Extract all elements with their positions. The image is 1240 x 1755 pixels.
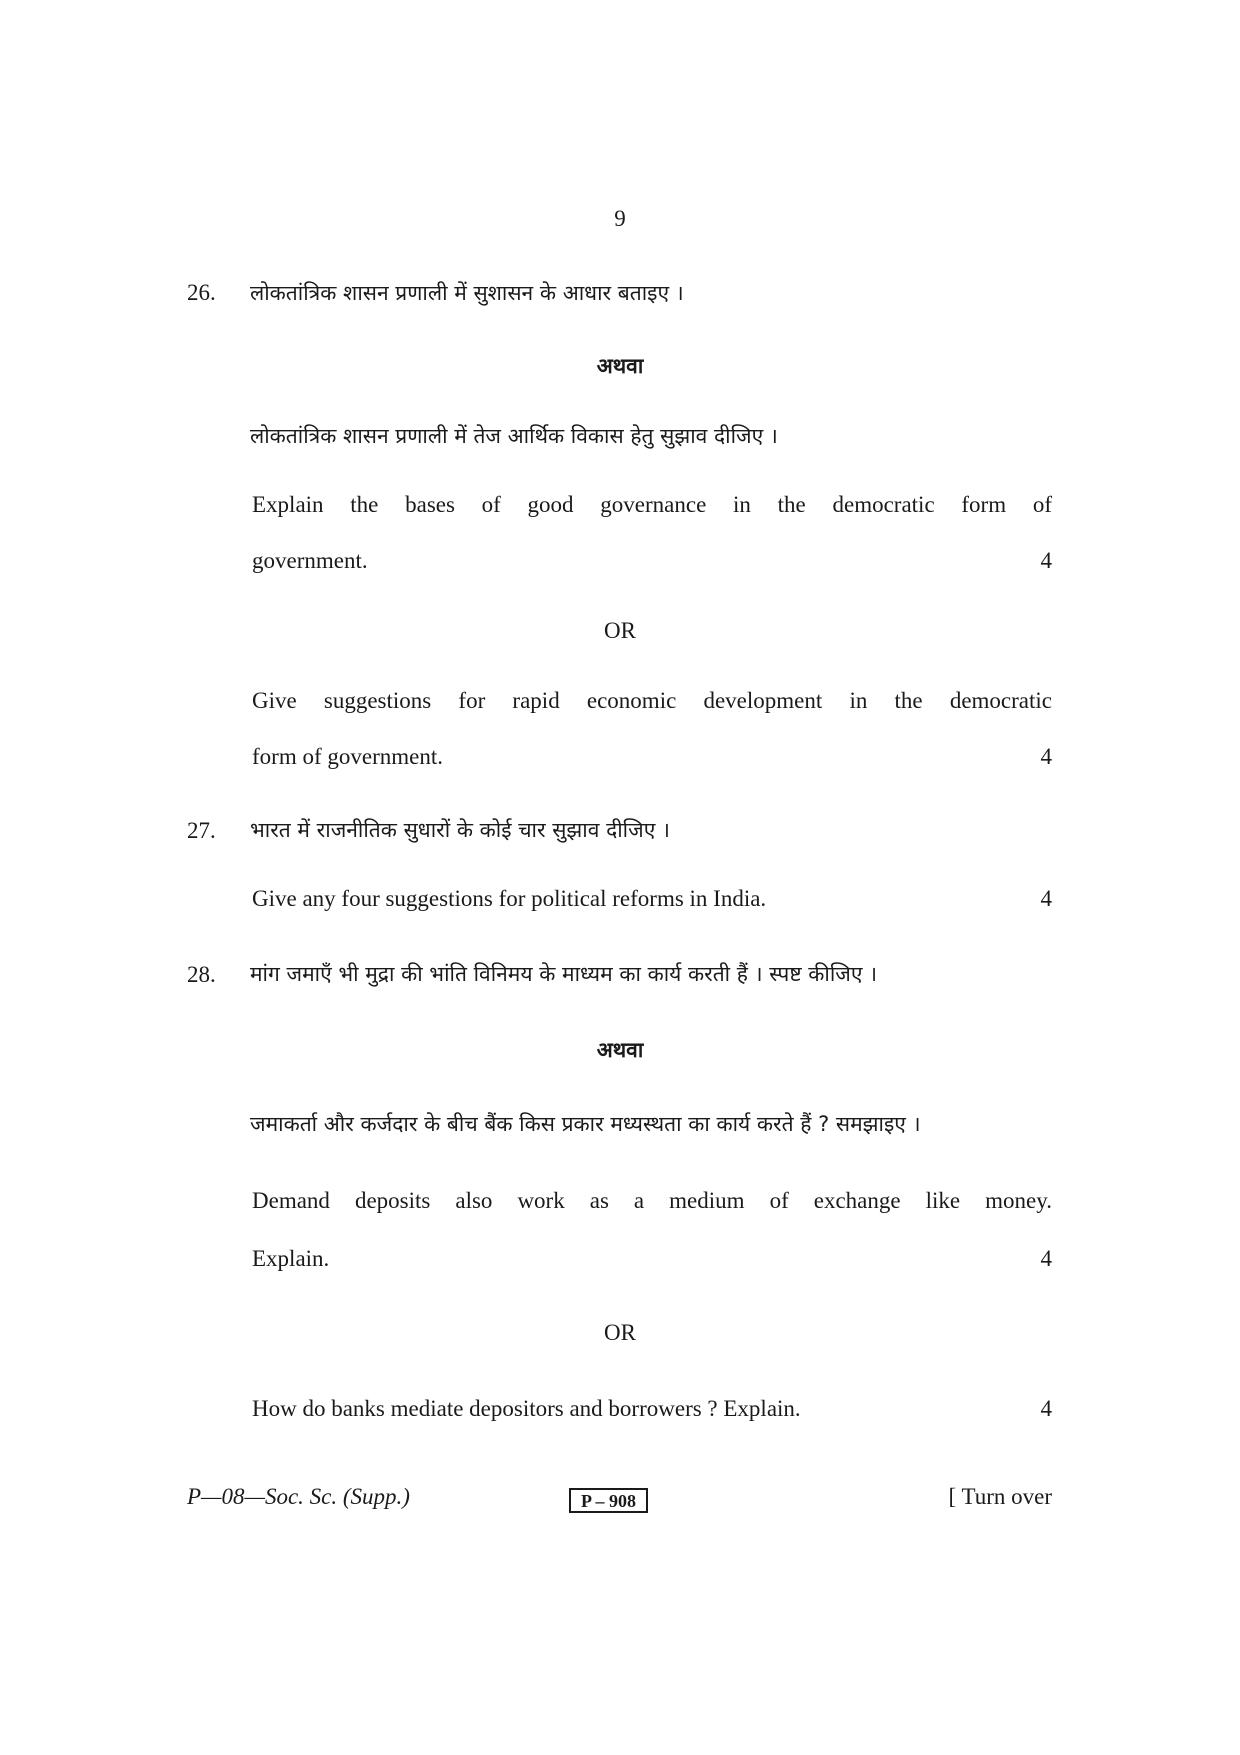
question-28-english-or: OR (604, 1320, 636, 1345)
question-26-alternative-line2: form of government. (252, 744, 443, 769)
question-26-english-or: OR (604, 618, 636, 643)
question-27-marks: 4 (1040, 886, 1052, 911)
question-26-hindi: लोकतांत्रिक शासन प्रणाली में सुशासन के आधार बताइए । (250, 281, 684, 305)
question-28-english-line1: Demand deposits also work as a medium of exchange like money. (252, 1188, 1052, 1213)
question-28-marks-1: 4 (1040, 1246, 1052, 1271)
question-28-hindi-or: अथवा (596, 1038, 644, 1062)
footer-booklet-code: P – 908 (569, 1488, 648, 1513)
footer-turn-over: [ Turn over (948, 1484, 1052, 1509)
question-26-alternative-line1: Give suggestions for rapid economic development in the democratic (252, 688, 1052, 713)
question-27-hindi: भारत में राजनीतिक सुधारों के कोई चार सुझाव दीजिए । (250, 818, 670, 842)
question-28-number: 28. (187, 962, 216, 987)
question-26-english-line1: Explain the bases of good governance in the democratic form of (252, 492, 1052, 517)
question-28-english-line2: Explain. (252, 1246, 330, 1271)
question-28-marks-2: 4 (1040, 1396, 1052, 1421)
question-27-number: 27. (187, 818, 216, 843)
question-26-marks-1: 4 (1040, 548, 1052, 573)
question-26-number: 26. (187, 280, 216, 305)
question-26-hindi-or: अथवा (596, 354, 644, 378)
question-28-hindi-alternative: जमाकर्ता और कर्जदार के बीच बैंक किस प्रकार मध्यस्थता का कार्य करते हैं ? समझाइए । (250, 1112, 921, 1136)
question-28-english-alternative: How do banks mediate depositors and borrowers ? Explain. (252, 1396, 801, 1421)
question-28-hindi: मांग जमाएँ भी मुद्रा की भांति विनिमय के माध्यम का कार्य करती हैं । स्पष्ट कीजिए । (250, 962, 878, 986)
footer-paper-code: P—08—Soc. Sc. (Supp.) (187, 1484, 410, 1509)
question-26-marks-2: 4 (1040, 744, 1052, 769)
question-27-english: Give any four suggestions for political reforms in India. (252, 886, 767, 911)
question-26-hindi-alternative: लोकतांत्रिक शासन प्रणाली में तेज आर्थिक विकास हेतु सुझाव दीजिए । (250, 424, 778, 448)
question-26-english-line2: government. (252, 548, 368, 573)
page-number: 9 (614, 206, 626, 231)
